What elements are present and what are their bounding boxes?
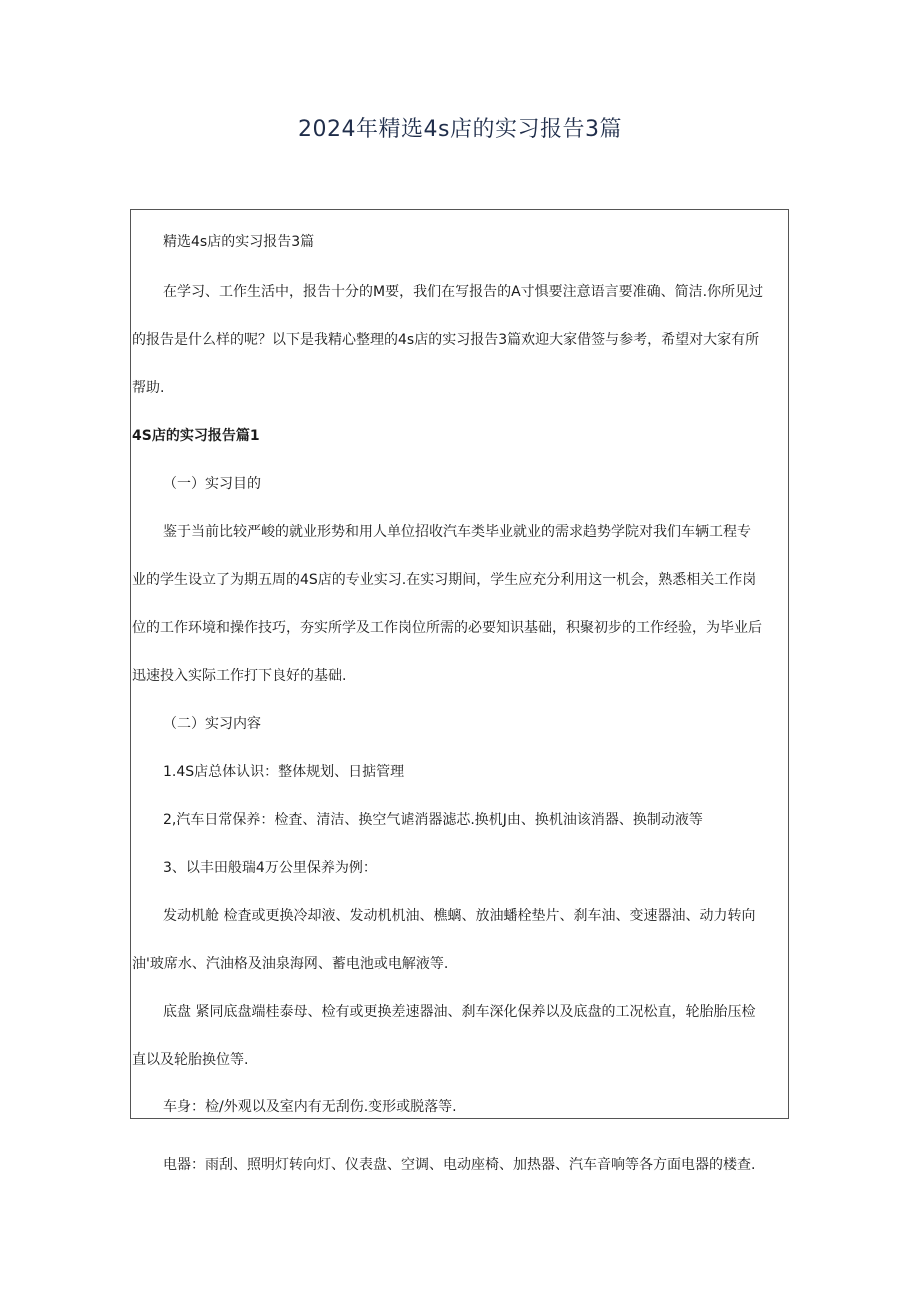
list-item-1: 1.4S店总体认识：整体规划、日掂管理 xyxy=(163,764,405,780)
list-item-3: 3、以丰田般瑞4万公里保养为例： xyxy=(163,860,377,876)
purpose-line-3: 位的工作环境和操作技巧，夯实所学及工作岗位所需的必要知识基础，积聚初步的工作经验，为毕业后 xyxy=(132,620,762,636)
chassis-line-1: 底盘 紧同底盘端桂泰母、检有或更换差速器油、刹车深化保养以及底盘的工况松直，轮胎胎压检 xyxy=(163,1004,756,1020)
engine-line-1: 发动机舱 检査或更换冷却液、发动机机油、樵螭、放油蟠栓垫片、刹车油、变速器油、动力转向 xyxy=(163,908,756,924)
purpose-line-2: 业的学生设立了为期五周的4S店的专业实习.在实习期间，学生应充分利用这一机会，熟悉相关工作岗 xyxy=(132,572,757,588)
purpose-heading: （一）实习目的 xyxy=(163,476,261,492)
document-title: 2024年精选4s店的实习报告3篇 xyxy=(298,117,622,142)
intro-line-2: 的报告是什么样的呢？以下是我精心整理的4s店的实习报告3篇欢迎大家借签与参考，希望对大家有所 xyxy=(132,332,760,348)
body-line: 车身：检/外观以及室内有无刮伤.变形或脱落等. xyxy=(163,1099,457,1115)
intro-line-1: 在学习、工作生活中，报告十分的M要，我们在写报告的A寸惧要注意语言要准确、简洁.你所见过 xyxy=(163,284,764,300)
subtitle: 精选4s店的实习报告3篇 xyxy=(163,234,315,250)
content-heading: （二）实习内容 xyxy=(163,716,261,732)
purpose-line-4: 迅速投入实际工作打下良好的基础. xyxy=(132,668,347,684)
electrical-line: 电器：雨刮、照明灯转向灯、仪表盘、空调、电动座椅、加热器、汽车音响等各方面电器的楼查. xyxy=(163,1157,756,1173)
engine-line-2: 油'玻席水、汽油格及油泉海网、蓄电池或电解液等. xyxy=(132,956,449,972)
section-heading: 4S店的实习报告篇1 xyxy=(132,428,260,444)
chassis-line-2: 直以及轮胎换位等. xyxy=(132,1052,249,1068)
purpose-line-1: 鉴于当前比较严峻的就业形势和用人单位招收汽车类毕业就业的需求趋势学院对我们车辆工程专 xyxy=(163,524,751,540)
intro-line-3: 帮助. xyxy=(132,380,165,396)
list-item-2: 2,汽车日常保养：检査、清洁、换空气谑消器滤芯.换机J由、换机油该消器、换制动液等 xyxy=(163,812,703,828)
